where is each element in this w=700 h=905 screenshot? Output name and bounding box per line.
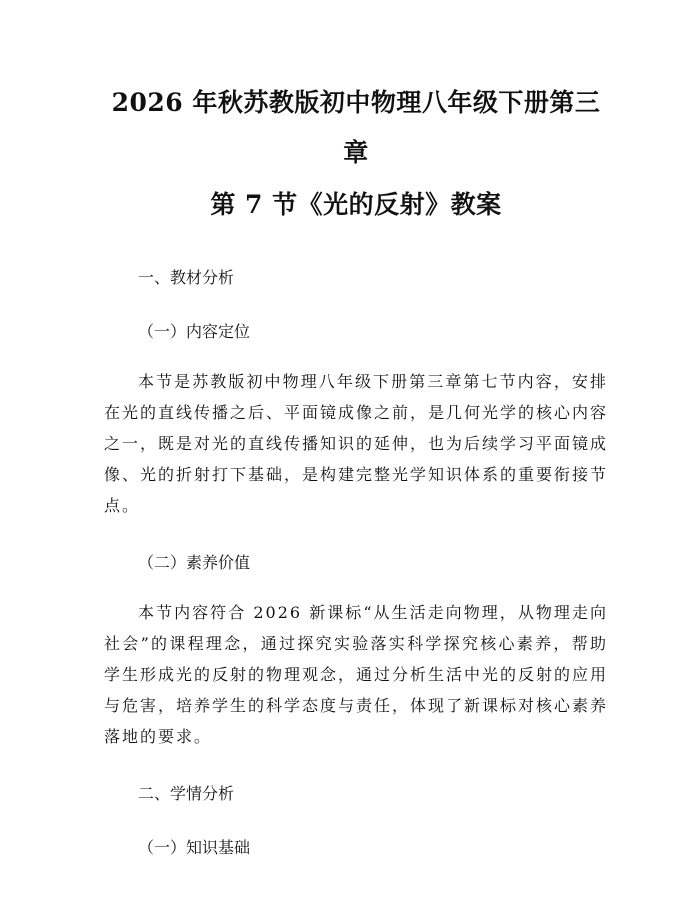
document-title-line-1: 2026 年秋苏教版初中物理八年级下册第三章	[111, 88, 601, 167]
subsection-heading-content-positioning: （一）内容定位	[138, 322, 251, 341]
subsection-heading-literacy-value: （二）素养价值	[138, 553, 251, 572]
paragraph-content-positioning: 本节是苏教版初中物理八年级下册第三章第七节内容，安排在光的直线传播之后、平面镜成像之前，是几何光学的核心内容之一，既是对光的直线传播知识的延伸，也为后续学习平面镜成像、光的折射打下基础，是构建完整光学知识体系的重要衔接节点。	[104, 372, 609, 515]
section-heading-student-analysis: 二、学情分析	[138, 784, 235, 803]
section-heading-teaching-material-analysis: 一、教材分析	[138, 268, 235, 287]
document-title-line-2: 第 7 节《光的反射》教案	[210, 190, 502, 219]
subsection-heading-knowledge-foundation: （一）知识基础	[138, 838, 251, 857]
paragraph-literacy-value: 本节内容符合 2026 新课标“从生活走向物理，从物理走向社会”的课程理念，通过探究实验落实科学探究核心素养，帮助学生形成光的反射的物理观念，通过分析生活中光的反射的应用与危害，培养学生的科学态度与责任，体现了新课标对核心素养落地的要求。	[104, 603, 609, 746]
